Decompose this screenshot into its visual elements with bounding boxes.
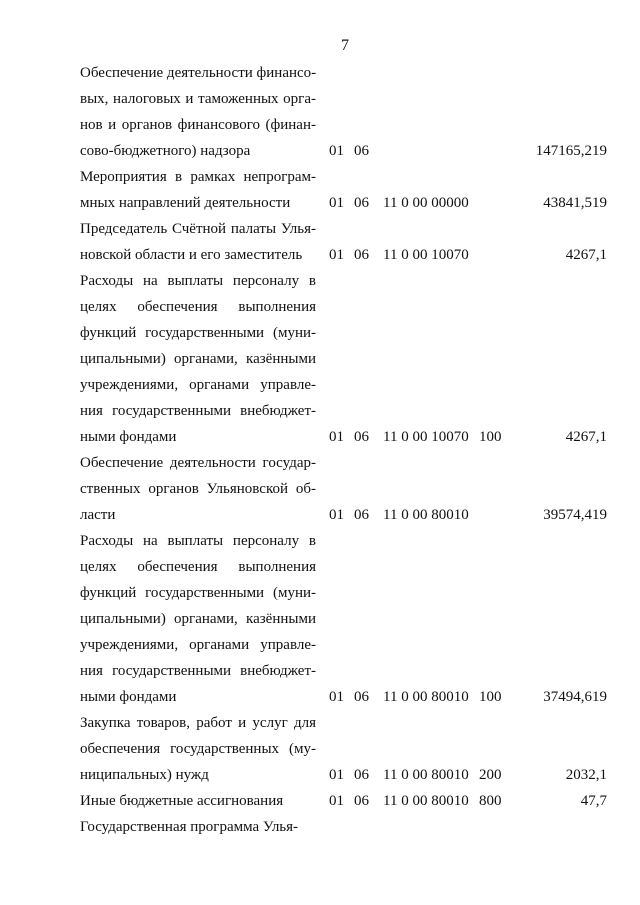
subsection-code: 06: [354, 793, 369, 809]
item-name-text: Председатель Счётной палаты Улья-: [80, 221, 316, 237]
row-line: [0, 372, 640, 398]
target-article-code: 11 0 00 80010: [383, 507, 469, 523]
section-code: 01: [329, 507, 344, 523]
row-line: [0, 710, 640, 736]
row-line: [0, 684, 640, 710]
row-line: [0, 502, 640, 528]
subsection-code: 06: [354, 429, 369, 445]
section-code: 01: [329, 429, 344, 445]
row-line: [0, 606, 640, 632]
item-name-text: Расходы на выплаты персоналу в: [80, 533, 316, 549]
row-line: [0, 788, 640, 814]
row-line: [0, 424, 640, 450]
expense-type-code: 800: [479, 793, 502, 809]
amount-value: 37494,619: [543, 689, 607, 705]
row-line: [0, 138, 640, 164]
row-line: [0, 346, 640, 372]
amount-value: 43841,519: [543, 195, 607, 211]
subsection-code: 06: [354, 195, 369, 211]
subsection-code: 06: [354, 507, 369, 523]
item-name-text: ласти: [80, 507, 116, 523]
row-line: [0, 398, 640, 424]
item-name-text: Иные бюджетные ассигнования: [80, 793, 284, 809]
amount-value: 39574,419: [543, 507, 607, 523]
item-name-text: Обеспечение деятельности финансо-: [80, 65, 317, 81]
item-name-text: функций государственными (муни-: [80, 325, 316, 341]
row-line: [0, 112, 640, 138]
amount-value: 47,7: [580, 793, 607, 809]
table-row: [0, 60, 640, 164]
row-line: [0, 762, 640, 788]
row-line: [0, 86, 640, 112]
target-article-code: 11 0 00 00000: [383, 195, 469, 211]
item-name-text: ципальными) органами, казёнными: [80, 611, 316, 627]
row-line: [0, 632, 640, 658]
row-line: [0, 658, 640, 684]
section-code: 01: [329, 793, 344, 809]
item-name-text: ственных органов Ульяновской об-: [80, 481, 316, 497]
item-name-text: Расходы на выплаты персоналу в: [80, 273, 316, 289]
target-article-code: 11 0 00 80010: [383, 793, 469, 809]
section-code: 01: [329, 689, 344, 705]
amount-value: 147165,219: [535, 143, 607, 159]
row-line: [0, 294, 640, 320]
amount-value: 2032,1: [565, 767, 607, 783]
table-row: [0, 528, 640, 710]
item-name-text: ными фондами: [80, 429, 177, 445]
subsection-code: 06: [354, 767, 369, 783]
item-name-text: ниципальных) нужд: [80, 767, 209, 783]
expense-type-code: 100: [479, 429, 502, 445]
item-name-text: ния государственными внебюджет-: [80, 403, 316, 419]
item-name-text: Государственная программа Улья-: [80, 819, 299, 835]
item-name-text: Мероприятия в рамках непрограм-: [80, 169, 316, 185]
amount-value: 4267,1: [565, 429, 607, 445]
target-article-code: 11 0 00 80010: [383, 767, 469, 783]
row-line: [0, 554, 640, 580]
row-line: [0, 476, 640, 502]
item-name-text: целях обеспечения выполнения: [80, 559, 316, 575]
section-code: 01: [329, 767, 344, 783]
item-name-text: обеспечения государственных (му-: [80, 741, 316, 757]
subsection-code: 06: [354, 689, 369, 705]
item-name-text: мных направлений деятельности: [80, 195, 291, 211]
row-line: [0, 60, 640, 86]
item-name-text: сово-бюджетного) надзора: [80, 143, 251, 159]
item-name-text: Закупка товаров, работ и услуг для: [80, 715, 316, 731]
item-name-text: ципальными) органами, казёнными: [80, 351, 316, 367]
row-line: [0, 216, 640, 242]
table-row: [0, 268, 640, 450]
amount-value: 4267,1: [565, 247, 607, 263]
page-number: 7: [341, 37, 349, 54]
table-row: [0, 710, 640, 788]
table-row: [0, 164, 640, 216]
row-line: [0, 580, 640, 606]
expense-type-code: 100: [479, 689, 502, 705]
item-name-text: целях обеспечения выполнения: [80, 299, 316, 315]
table-row: [0, 788, 640, 814]
row-line: [0, 164, 640, 190]
table-row: [0, 814, 640, 840]
item-name-text: функций государственными (муни-: [80, 585, 316, 601]
row-line: [0, 242, 640, 268]
target-article-code: 11 0 00 80010: [383, 689, 469, 705]
subsection-code: 06: [354, 247, 369, 263]
item-name-text: вых, налоговых и таможенных орга-: [80, 91, 316, 107]
table-row: [0, 450, 640, 528]
item-name-text: учреждениями, органами управле-: [80, 377, 316, 393]
row-line: [0, 320, 640, 346]
table-row: [0, 216, 640, 268]
section-code: 01: [329, 247, 344, 263]
item-name-text: ния государственными внебюджет-: [80, 663, 316, 679]
item-name-text: ными фондами: [80, 689, 177, 705]
item-name-text: учреждениями, органами управле-: [80, 637, 316, 653]
row-line: [0, 190, 640, 216]
row-line: [0, 450, 640, 476]
section-code: 01: [329, 143, 344, 159]
row-line: [0, 814, 640, 840]
row-line: [0, 268, 640, 294]
item-name-text: нов и органов финансового (финан-: [80, 117, 316, 133]
row-line: [0, 528, 640, 554]
subsection-code: 06: [354, 143, 369, 159]
target-article-code: 11 0 00 10070: [383, 247, 469, 263]
item-name-text: новской области и его заместитель: [80, 247, 303, 263]
section-code: 01: [329, 195, 344, 211]
expense-type-code: 200: [479, 767, 502, 783]
row-line: [0, 736, 640, 762]
target-article-code: 11 0 00 10070: [383, 429, 469, 445]
item-name-text: Обеспечение деятельности государ-: [80, 455, 316, 471]
